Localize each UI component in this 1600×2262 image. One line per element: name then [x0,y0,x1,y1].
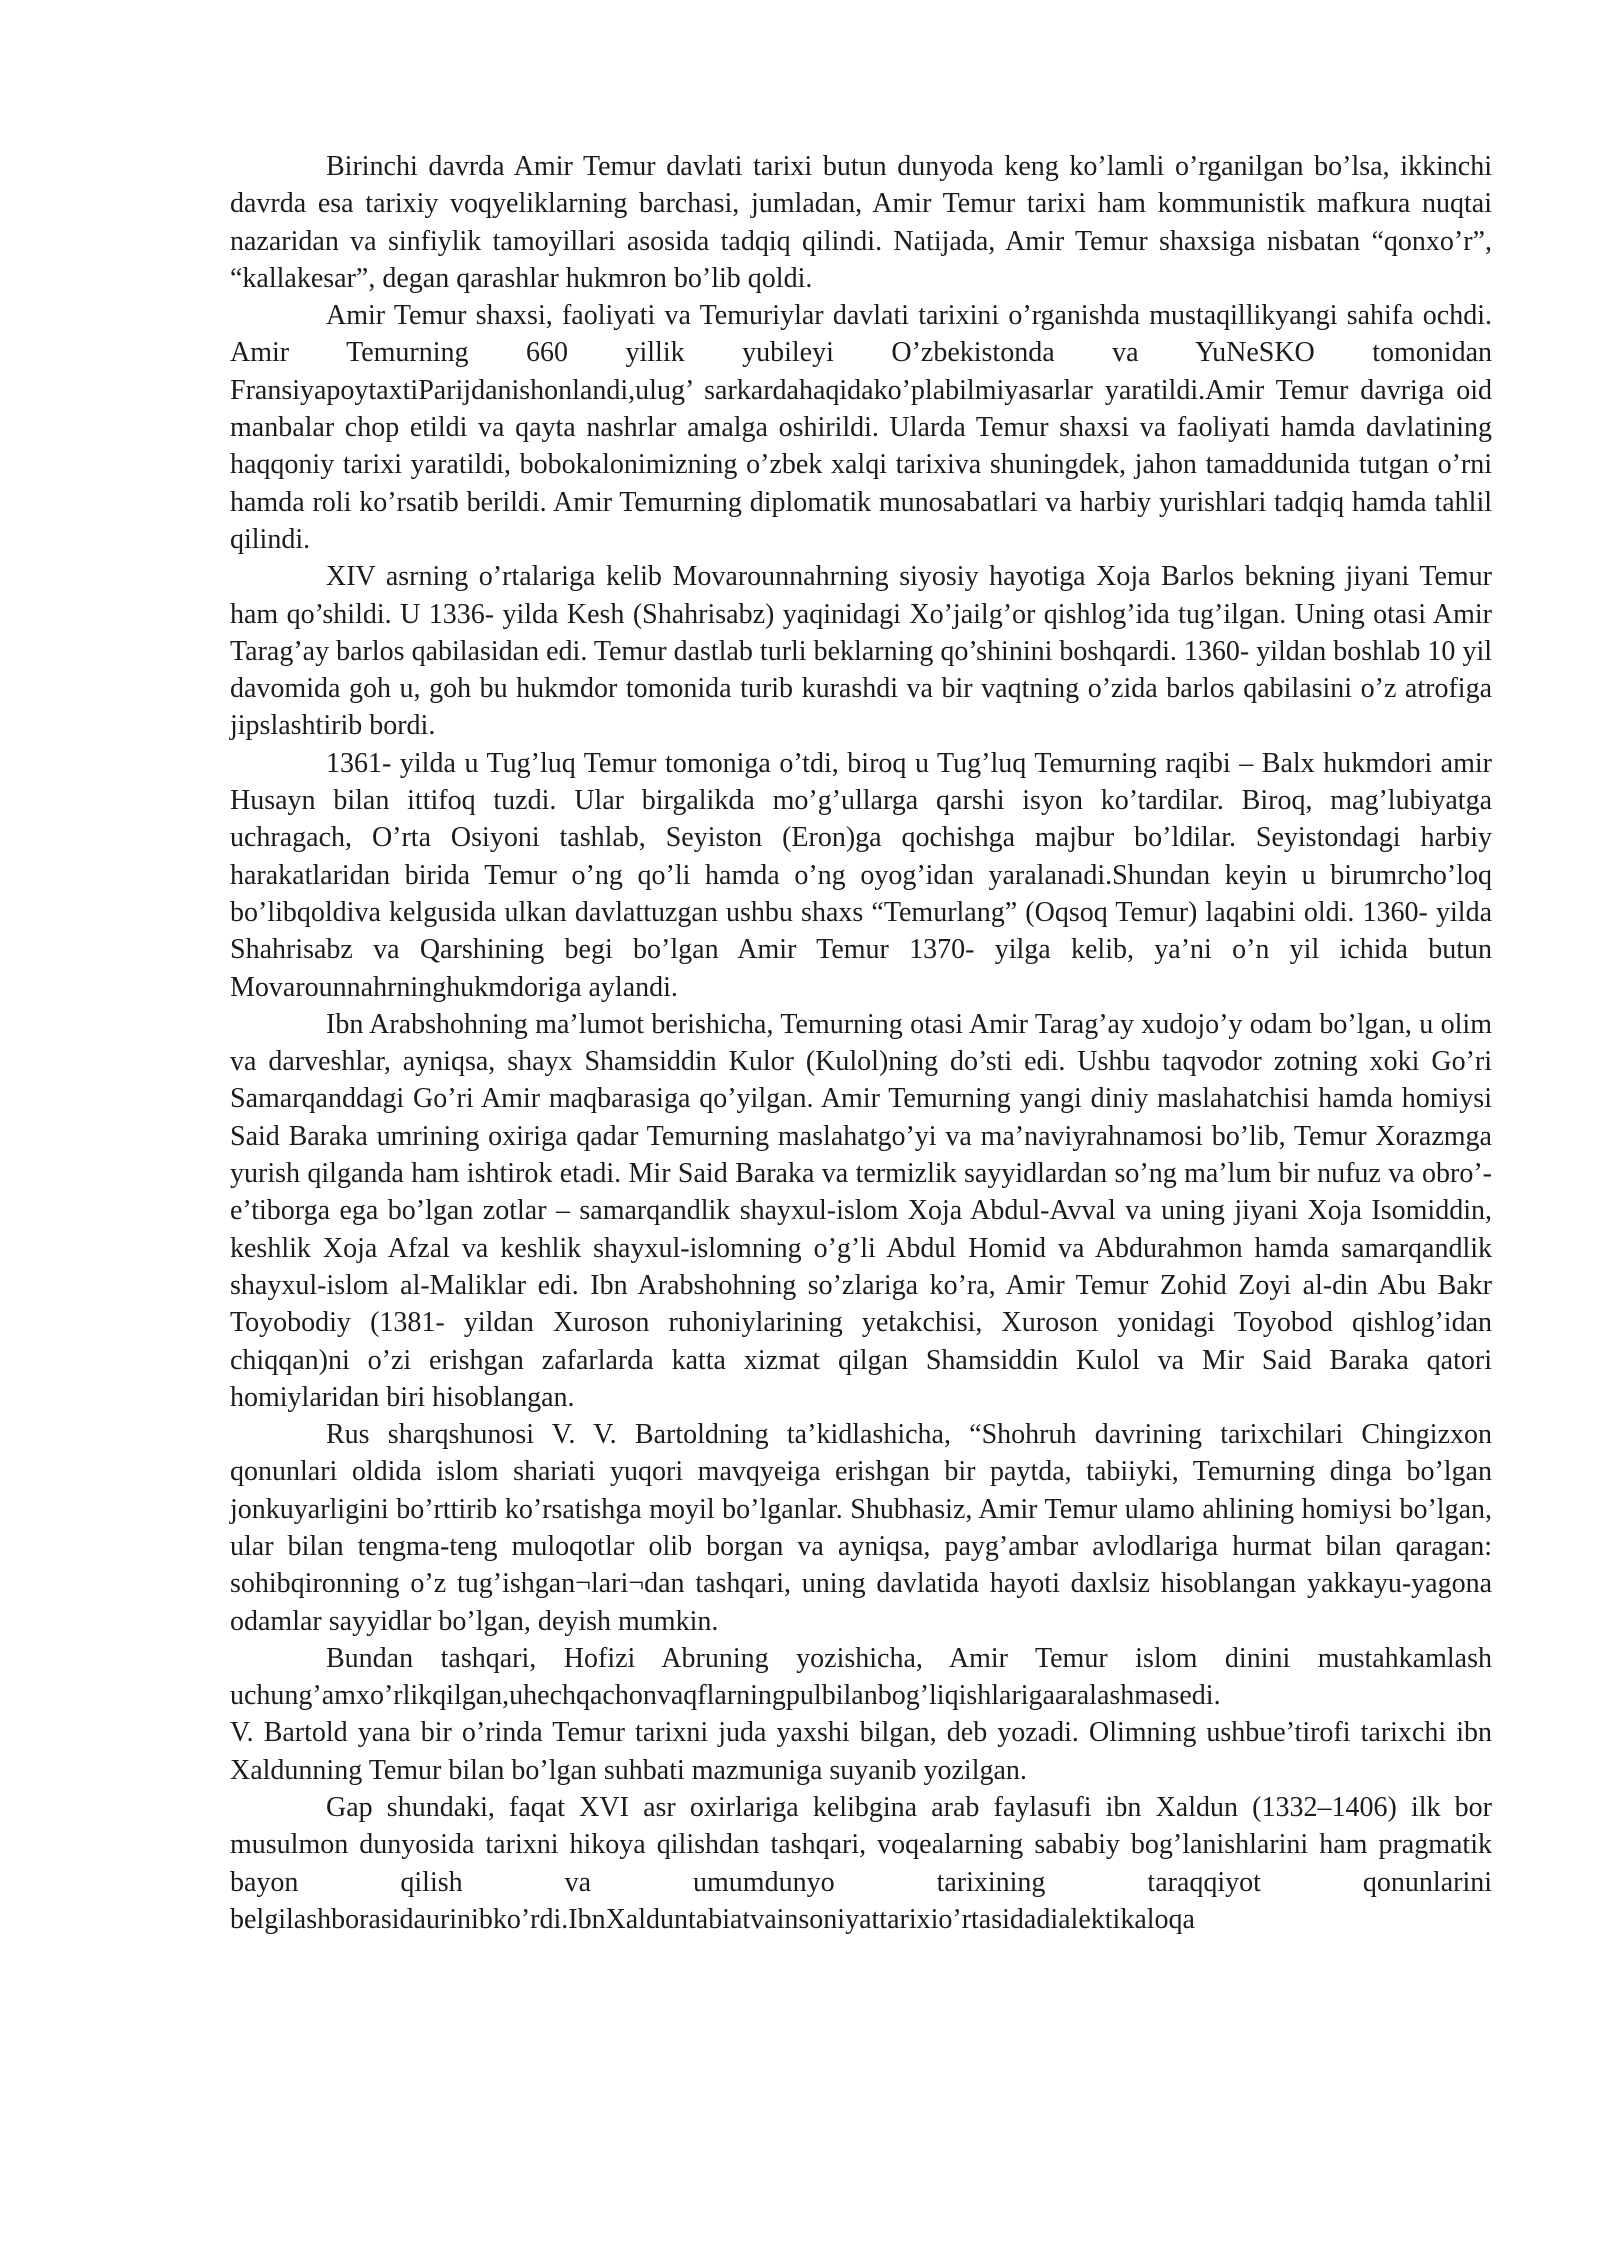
paragraph-9: Gap shundaki, faqat XVI asr oxirlariga kelibgina arab faylasufi ibn Xaldun (1332–1406) ilk bor musulmon dunyosida tarixni hikoya qilishdan tashqari, voqealarning sababiy bog’lanishlarini ham pragmatik bayon qilish va umumdunyo tarixining taraqqiyot qonunlarini belgilashborasidaurinibko’rdi.IbnXalduntabiatvainsoniyattarixio’rtasidadialektikaloqa [230,1792,1492,1935]
paragraph-7: Bundan tashqari, Hofizi Abruning yozishicha, Amir Temur islom dinini mustahkamlash uchung’amxo’rlikqilgan,uhechqachonvaqflarningpulbilanbog’liqishlarigaaralashmasedi. [230,1642,1492,1712]
paragraph-3: XIV asrning o’rtalariga kelib Movarounnahrning siyosiy hayotiga Xoja Barlos bekning jiyani Temur ham qo’shildi. U 1336- yilda Kesh (Shahrisabz) yaqinidagi Xo’jailg’or qishlog’ida tug’ilgan. Uning otasi Amir Tarag’ay barlos qabilasidan edi. Temur dastlab turli beklarning qo’shinini boshqardi. 1360- yildan boshlab 10 yil davomida goh u, goh bu hukmdor tomonida turib kurashdi va bir vaqtning o’zida barlos qabilasini o’z atrofiga jipslashtirib bordi. [230,561,1492,742]
paragraph-1: Birinchi davrda Amir Temur davlati tarixi butun dunyoda keng ko’lamli o’rganilgan bo’lsa, ikkinchi davrda esa tarixiy voqyeliklarning barchasi, jumladan, Amir Temur tarixi ham kommunistik mafkura nuqtai nazaridan va sinfiylik tamoyillari asosida tadqiq qilindi. Natijada, Amir Temur shaxsiga nisbatan “qonxo’r”, “kallakesar”, degan qarashlar hukmron bo’lib qoldi. [230,151,1492,294]
paragraph-8: V. Bartold yana bir o’rinda Temur tarixni juda yaxshi bilgan, deb yozadi. Olimning ushbue’tirofi tarixchi ibn Xaldunning Temur bilan bo’lgan suhbati mazmuniga suyanib yozilgan. [230,1717,1492,1786]
paragraph-5: Ibn Arabshohning ma’lumot berishicha, Temurning otasi Amir Tarag’ay xudojo’y odam bo’lgan, u olim va darveshlar, ayniqsa, shayx Shamsiddin Kulor (Kulol)ning do’sti edi. Ushbu taqvodor zotning xoki Go’ri Samarqanddagi Go’ri Amir maqbarasiga qo’yilgan. Amir Temurning yangi diniy maslahatchisi hamda homiysi Said Baraka umrining oxiriga qadar Temurning maslahatgo’yi va ma’naviyrahnamosi bo’lib, Temur Xorazmga yurish qilganda ham ishtirok etadi. Mir Said Baraka va termizlik sayyidlardan so’ng ma’lum bir nufuz va obro’-e’tiborga ega bo’lgan zotlar – samarqandlik shayxul-islom Xoja Abdul-Avval va uning jiyani Xoja Isomiddin, keshlik Xoja Afzal va keshlik shayxul-islomning o’g’li Abdul Homid va Abdurahmon hamda samarqandlik shayxul-islom al-Maliklar edi. Ibn Arabshohning so’zlariga ko’ra, Amir Temur Zohid Zoyi al-din Abu Bakr Toyobodiy (1381- yildan Xuroson ruhoniylarining yetakchisi, Xuroson yonidagi Toyobod qishlog’idan chiqqan)ni o’zi erishgan zafarlarda katta xizmat qilgan Shamsiddin Kulol va Mir Said Baraka qatori homiylaridan biri hisoblangan. [230,1008,1492,1413]
document-page [230,148,1492,1938]
paragraph-6: Rus sharqshunosi V. V. Bartoldning ta’kidlashicha, “Shohruh davrining tarixchilari Chingizxon qonunlari oldida islom shariati yuqori mavqyeiga erishgan bir paytda, tabiiyki, Temurning dinga bo’lgan jonkuyarligini bo’rttirib ko’rsatishga moyil bo’lganlar. Shubhasiz, Amir Temur ulamo ahlining homiysi bo’lgan, ular bilan tengma-teng muloqotlar olib borgan va ayniqsa, payg’ambar avlodlariga hurmat bilan qaragan: sohibqironning o’z tug’ishgan¬lari¬dan tashqari, uning davlatida hayoti daxlsiz hisoblangan yakkayu-yagona odamlar sayyidlar bo’lgan, deyish mumkin. [230,1419,1492,1637]
paragraph-2: Amir Temur shaxsi, faoliyati va Temuriylar davlati tarixini o’rganishda mustaqillikyangi sahifa ochdi. Amir Temurning 660 yillik yubileyi O’zbekistonda va YuNeSKO tomonidan FransiyapoytaxtiParijdanishonlandi,ulug’ sarkardahaqidako’plabilmiyasarlar yaratildi.Amir Temur davriga oid manbalar chop etildi va qayta nashrlar amalga oshirildi. Ularda Temur shaxsi va faoliyati hamda davlatining haqqoniy tarixi yaratildi, bobokalonimizning o’zbek xalqi tarixiva shuningdek, jahon tamaddunida tutgan o’rni hamda roli ko’rsatib berildi. Amir Temurning diplomatik munosabatlari va harbiy yurishlari tadqiq hamda tahlil qilindi. [230,300,1492,555]
paragraph-4: 1361- yilda u Tug’luq Temur tomoniga o’tdi, biroq u Tug’luq Temurning raqibi – Balx hukmdori amir Husayn bilan ittifoq tuzdi. Ular birgalikda mo’g’ullarga qarshi isyon ko’tardilar. Biroq, mag’lubiyatga uchragach, O’rta Osiyoni tashlab, Seyiston (Eron)ga qochishga majbur bo’ldilar. Seyistondagi harbiy harakatlaridan birida Temur o’ng qo’li hamda o’ng oyog’idan yaralanadi.Shundan keyin u birumrcho’loq bo’libqoldiva kelgusida ulkan davlattuzgan ushbu shaxs “Temurlang” (Oqsoq Temur) laqabini oldi. 1360- yilda Shahrisabz va Qarshining begi bo’lgan Amir Temur 1370- yilga kelib, ya’ni o’n yil ichida butun Movarounnahrninghukmdoriga aylandi. [230,747,1492,1003]
